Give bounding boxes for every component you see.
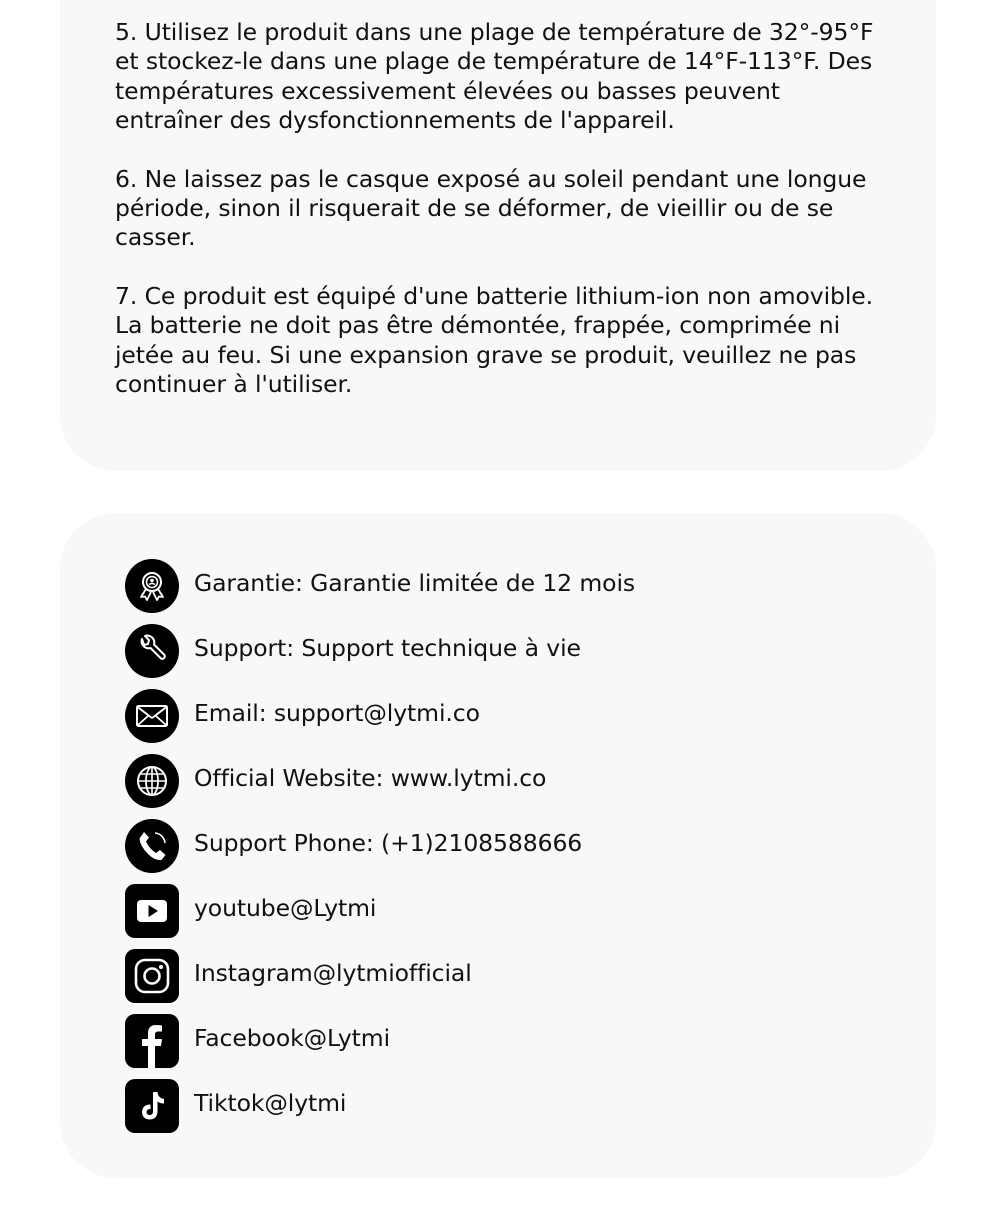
contact-list bbox=[125, 553, 635, 1138]
globe-icon bbox=[125, 754, 179, 808]
website-text[interactable]: Official Website: www.lytmi.co bbox=[194, 763, 547, 792]
precaution-note-6: 6. Ne laissez pas le casque exposé au soleil pendant une longue période, sinon il risquerait de se déformer, de vieillir ou de se casser. bbox=[115, 164, 867, 252]
tiktok-item[interactable] bbox=[125, 1073, 635, 1138]
precaution-note-7: 7. Ce produit est équipé d'une batterie lithium-ion non amovible. La batterie ne doit pas être démontée, frappée, comprimée ni jetée au feu. Si une expansion grave se produit, veuillez ne pas continuer à l'utiliser. bbox=[115, 281, 873, 399]
youtube-item[interactable] bbox=[125, 878, 635, 943]
youtube-text[interactable]: youtube@Lytmi bbox=[194, 893, 377, 922]
website-item[interactable] bbox=[125, 748, 635, 813]
precaution-note-5: 5. Utilisez le produit dans une plage de température de 32°-95°F et stockez-le dans une plage de température de 14°F-113°F. Des températures excessivement élevées ou basses peuvent entraîner des dysfonctionnements de l'appareil. bbox=[115, 18, 874, 135]
phone-text[interactable]: Support Phone: (+1)2108588666 bbox=[194, 828, 583, 857]
instagram-text[interactable]: Instagram@lytmiofficial bbox=[194, 958, 472, 987]
precautions-list bbox=[115, 18, 875, 428]
phone-item[interactable] bbox=[125, 813, 635, 878]
facebook-item[interactable] bbox=[125, 1008, 635, 1073]
warranty-text: Garantie: Garantie limitée de 12 mois bbox=[194, 568, 636, 597]
email-text[interactable]: Email: support@lytmi.co bbox=[194, 698, 480, 727]
instagram-item[interactable] bbox=[125, 943, 635, 1008]
email-item[interactable] bbox=[125, 683, 635, 748]
facebook-text[interactable]: Facebook@Lytmi bbox=[194, 1023, 390, 1052]
warranty-item bbox=[125, 553, 635, 618]
precautions-card bbox=[60, 0, 936, 471]
contact-card bbox=[60, 513, 936, 1178]
phone-icon bbox=[125, 819, 179, 873]
instagram-icon bbox=[125, 949, 179, 1003]
facebook-icon bbox=[125, 1014, 179, 1068]
tiktok-icon bbox=[125, 1079, 179, 1133]
envelope-icon bbox=[125, 689, 179, 743]
support-text: Support: Support technique à vie bbox=[194, 633, 581, 662]
wrench-icon bbox=[125, 624, 179, 678]
award-badge-icon bbox=[125, 559, 179, 613]
youtube-icon bbox=[125, 884, 179, 938]
support-item bbox=[125, 618, 635, 683]
tiktok-text[interactable]: Tiktok@lytmi bbox=[194, 1088, 347, 1117]
